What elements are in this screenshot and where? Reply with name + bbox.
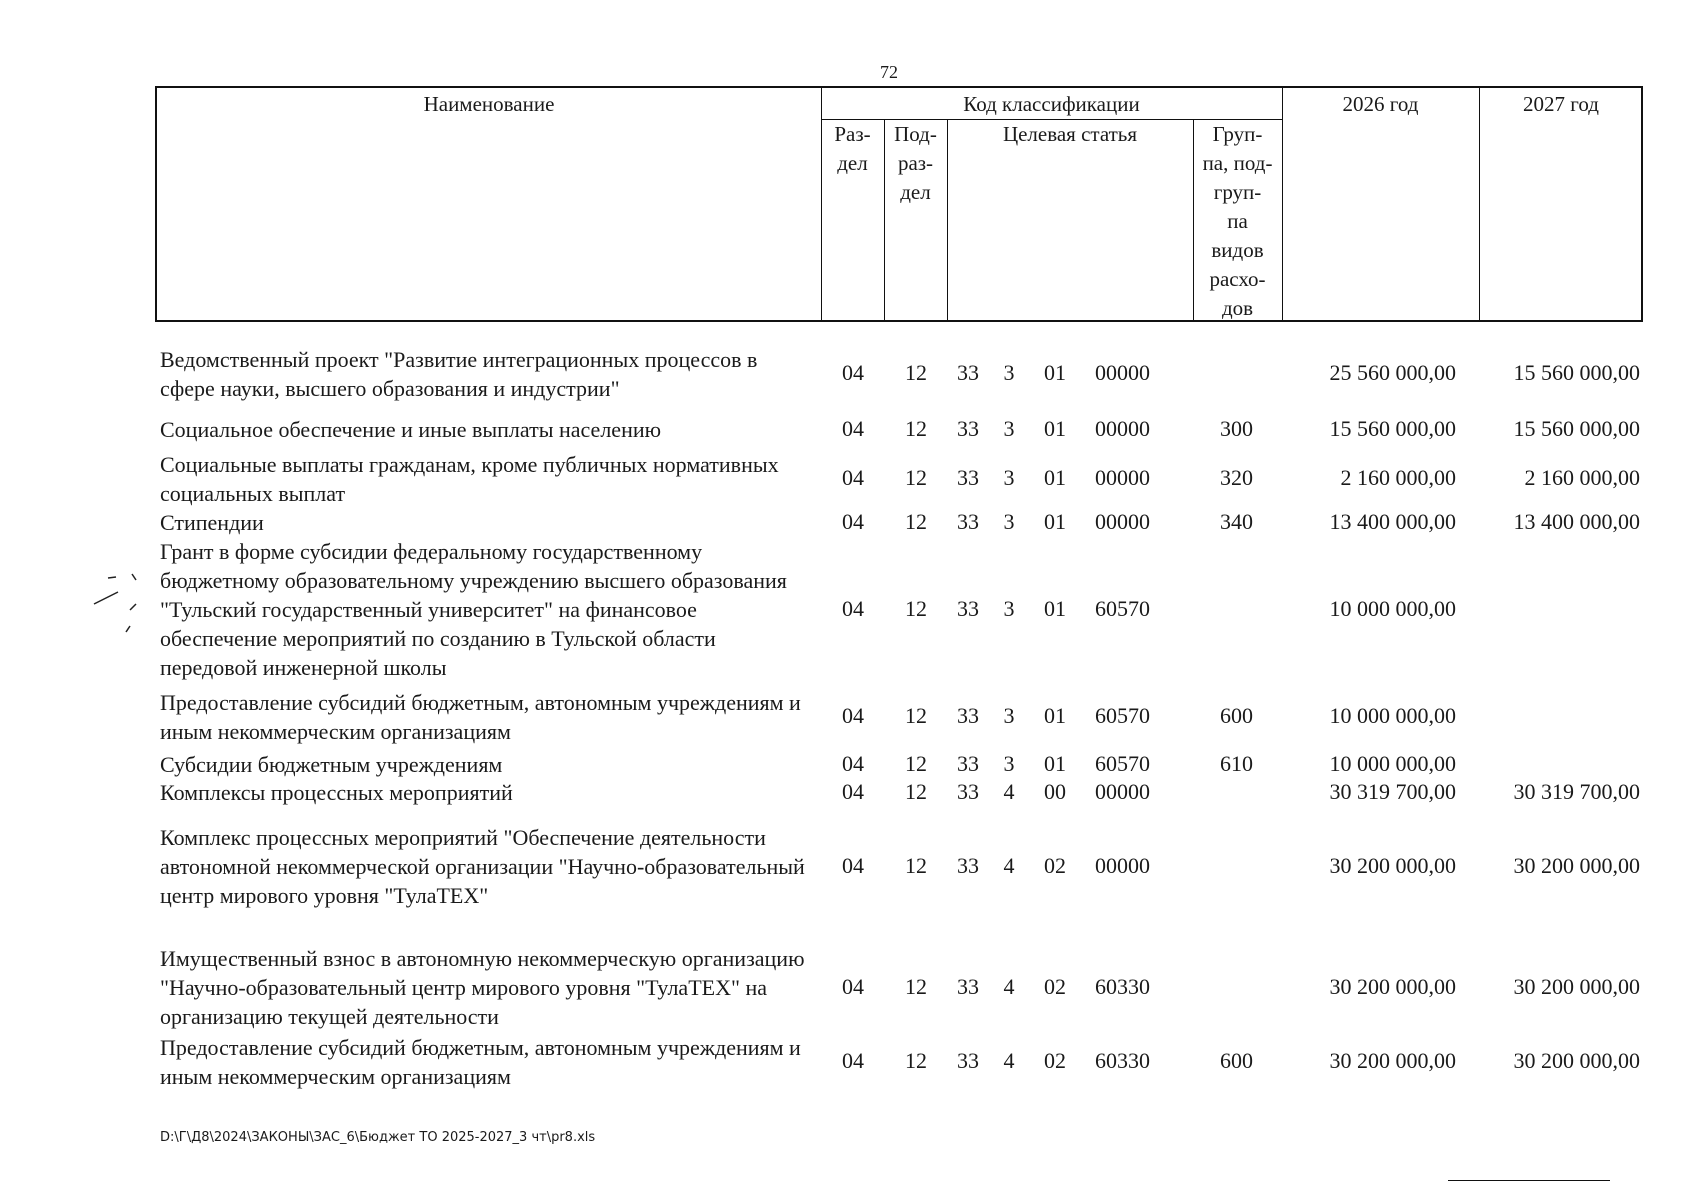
row-amount-2026: 10 000 000,00 [1329,751,1456,776]
row-cs2: 4 [1003,853,1015,878]
row-amount-2026: 30 200 000,00 [1329,974,1456,999]
row-vr: 320 [1220,465,1253,490]
row-cs3: 01 [1044,416,1066,441]
row-cs4: 00000 [1095,465,1150,490]
row-razdel: 04 [842,974,864,999]
row-amount-2027: 30 200 000,00 [1513,1048,1640,1073]
row-name: Комплексы процессных мероприятий [160,780,513,805]
row-amount-2026: 10 000 000,00 [1329,596,1456,621]
row-cs2: 3 [1003,465,1015,490]
row-amount-2027: 2 160 000,00 [1524,465,1640,490]
row-podrazdel: 12 [905,360,927,385]
row-vr: 600 [1220,1048,1253,1073]
row-name: Имущественный взнос в автономную некоммерческую организацию "Научно-образовательный центр мирового уровня "ТулаТЕХ" на организацию текущей деятельности [160,946,805,1029]
header-target-article: Целевая статья [1002,122,1138,146]
row-amount-2026: 10 000 000,00 [1329,703,1456,728]
row-cs4: 60570 [1095,703,1150,728]
row-cs4: 60330 [1095,974,1150,999]
row-cs4: 60570 [1095,596,1150,621]
row-cs2: 3 [1003,360,1015,385]
row-cs2: 4 [1003,1048,1015,1073]
table-row [0,944,1691,1031]
header-expense-group: Груп- па, под- груп- па видов расхо- дов [1202,122,1273,320]
row-cs4: 60330 [1095,1048,1150,1073]
table-row [0,415,1691,444]
row-name: Грант в форме субсидии федеральному государственному бюджетному образовательному учреждению высшего образования "Тульский государственный университет" на финансовое обеспечение мероприятий по созданию в Тульской области передовой инженерной школы [160,539,787,680]
row-cs2: 3 [1003,703,1015,728]
row-podrazdel: 12 [905,779,927,804]
row-name: Субсидии бюджетным учреждениям [160,752,503,777]
header-classification-code: Код классификации [963,92,1140,116]
row-podrazdel: 12 [905,416,927,441]
row-cs4: 00000 [1095,853,1150,878]
row-amount-2026: 25 560 000,00 [1329,360,1456,385]
row-razdel: 04 [842,703,864,728]
row-cs1: 33 [957,509,979,534]
row-cs4: 00000 [1095,360,1150,385]
row-amount-2026: 15 560 000,00 [1329,416,1456,441]
row-amount-2027: 30 319 700,00 [1513,779,1640,804]
row-cs3: 00 [1044,779,1066,804]
row-razdel: 04 [842,360,864,385]
header-section: Раз- дел [834,122,871,175]
row-cs3: 02 [1044,1048,1066,1073]
row-cs1: 33 [957,779,979,804]
row-podrazdel: 12 [905,1048,927,1073]
row-cs1: 33 [957,703,979,728]
row-name: Ведомственный проект "Развитие интеграционных процессов в сфере науки, высшего образования и индустрии" [160,347,758,401]
row-cs3: 01 [1044,465,1066,490]
row-podrazdel: 12 [905,751,927,776]
row-name: Социальные выплаты гражданам, кроме публичных нормативных социальных выплат [160,452,779,506]
table-row [0,750,1691,779]
page-number: 72 [880,62,898,82]
row-cs1: 33 [957,596,979,621]
row-cs1: 33 [957,853,979,878]
row-podrazdel: 12 [905,509,927,534]
row-name: Предоставление субсидий бюджетным, автономным учреждениям и иным некоммерческим организациям [160,1035,801,1089]
row-cs3: 01 [1044,751,1066,776]
signature-line [1448,1180,1610,1181]
header-2027: 2027 год [1523,92,1599,116]
row-amount-2027: 30 200 000,00 [1513,974,1640,999]
row-cs1: 33 [957,360,979,385]
row-vr: 340 [1220,509,1253,534]
row-razdel: 04 [842,416,864,441]
row-amount-2027: 13 400 000,00 [1513,509,1640,534]
table-row [0,537,1691,682]
row-cs1: 33 [957,1048,979,1073]
row-podrazdel: 12 [905,465,927,490]
header-name: Наименование [423,92,555,116]
row-cs2: 4 [1003,974,1015,999]
header-2026: 2026 год [1342,92,1419,116]
row-cs3: 02 [1044,853,1066,878]
row-razdel: 04 [842,751,864,776]
table-row [0,778,1691,807]
row-amount-2026: 30 319 700,00 [1329,779,1456,804]
row-razdel: 04 [842,1048,864,1073]
table-row [0,823,1691,910]
row-cs2: 3 [1003,751,1015,776]
row-cs1: 33 [957,751,979,776]
table-row [0,345,1691,403]
row-cs3: 01 [1044,360,1066,385]
row-podrazdel: 12 [905,703,927,728]
row-cs4: 00000 [1095,416,1150,441]
table-row [0,508,1691,537]
row-vr: 300 [1220,416,1253,441]
row-razdel: 04 [842,779,864,804]
row-cs3: 01 [1044,703,1066,728]
table-row [0,1033,1691,1091]
row-podrazdel: 12 [905,596,927,621]
table-row [0,688,1691,746]
row-cs3: 01 [1044,509,1066,534]
row-cs3: 02 [1044,974,1066,999]
row-name: Социальное обеспечение и иные выплаты населению [160,417,662,442]
row-cs1: 33 [957,974,979,999]
row-cs4: 60570 [1095,751,1150,776]
row-cs1: 33 [957,465,979,490]
row-amount-2026: 30 200 000,00 [1329,1048,1456,1073]
row-razdel: 04 [842,596,864,621]
row-name: Предоставление субсидий бюджетным, автономным учреждениям и иным некоммерческим организациям [160,690,801,744]
header-subsection: Под- раз- дел [894,122,937,204]
row-amount-2026: 13 400 000,00 [1329,509,1456,534]
table-header [155,86,1643,322]
row-amount-2026: 30 200 000,00 [1329,853,1456,878]
row-cs3: 01 [1044,596,1066,621]
row-razdel: 04 [842,509,864,534]
row-cs2: 3 [1003,509,1015,534]
row-razdel: 04 [842,853,864,878]
row-podrazdel: 12 [905,974,927,999]
row-razdel: 04 [842,465,864,490]
row-name: Стипендии [160,510,264,535]
row-amount-2027: 30 200 000,00 [1513,853,1640,878]
row-cs4: 00000 [1095,509,1150,534]
row-name: Комплекс процессных мероприятий "Обеспечение деятельности автономной некоммерческой организации "Научно-образовательный центр мирового уровня "ТулаТЕХ" [160,825,805,908]
table-row [0,450,1691,508]
file-path: D:\Г\Д8\2024\ЗАКОНЫ\ЗАС_6\Бюджет ТО 2025-2027_3 чт\pr8.xls [160,1130,596,1145]
row-amount-2027: 15 560 000,00 [1513,416,1640,441]
row-amount-2026: 2 160 000,00 [1340,465,1456,490]
pen-marks [88,570,148,650]
row-cs2: 4 [1003,779,1015,804]
row-cs2: 3 [1003,416,1015,441]
row-cs4: 00000 [1095,779,1150,804]
row-cs2: 3 [1003,596,1015,621]
row-amount-2027: 15 560 000,00 [1513,360,1640,385]
row-podrazdel: 12 [905,853,927,878]
row-cs1: 33 [957,416,979,441]
row-vr: 610 [1220,751,1253,776]
row-vr: 600 [1220,703,1253,728]
